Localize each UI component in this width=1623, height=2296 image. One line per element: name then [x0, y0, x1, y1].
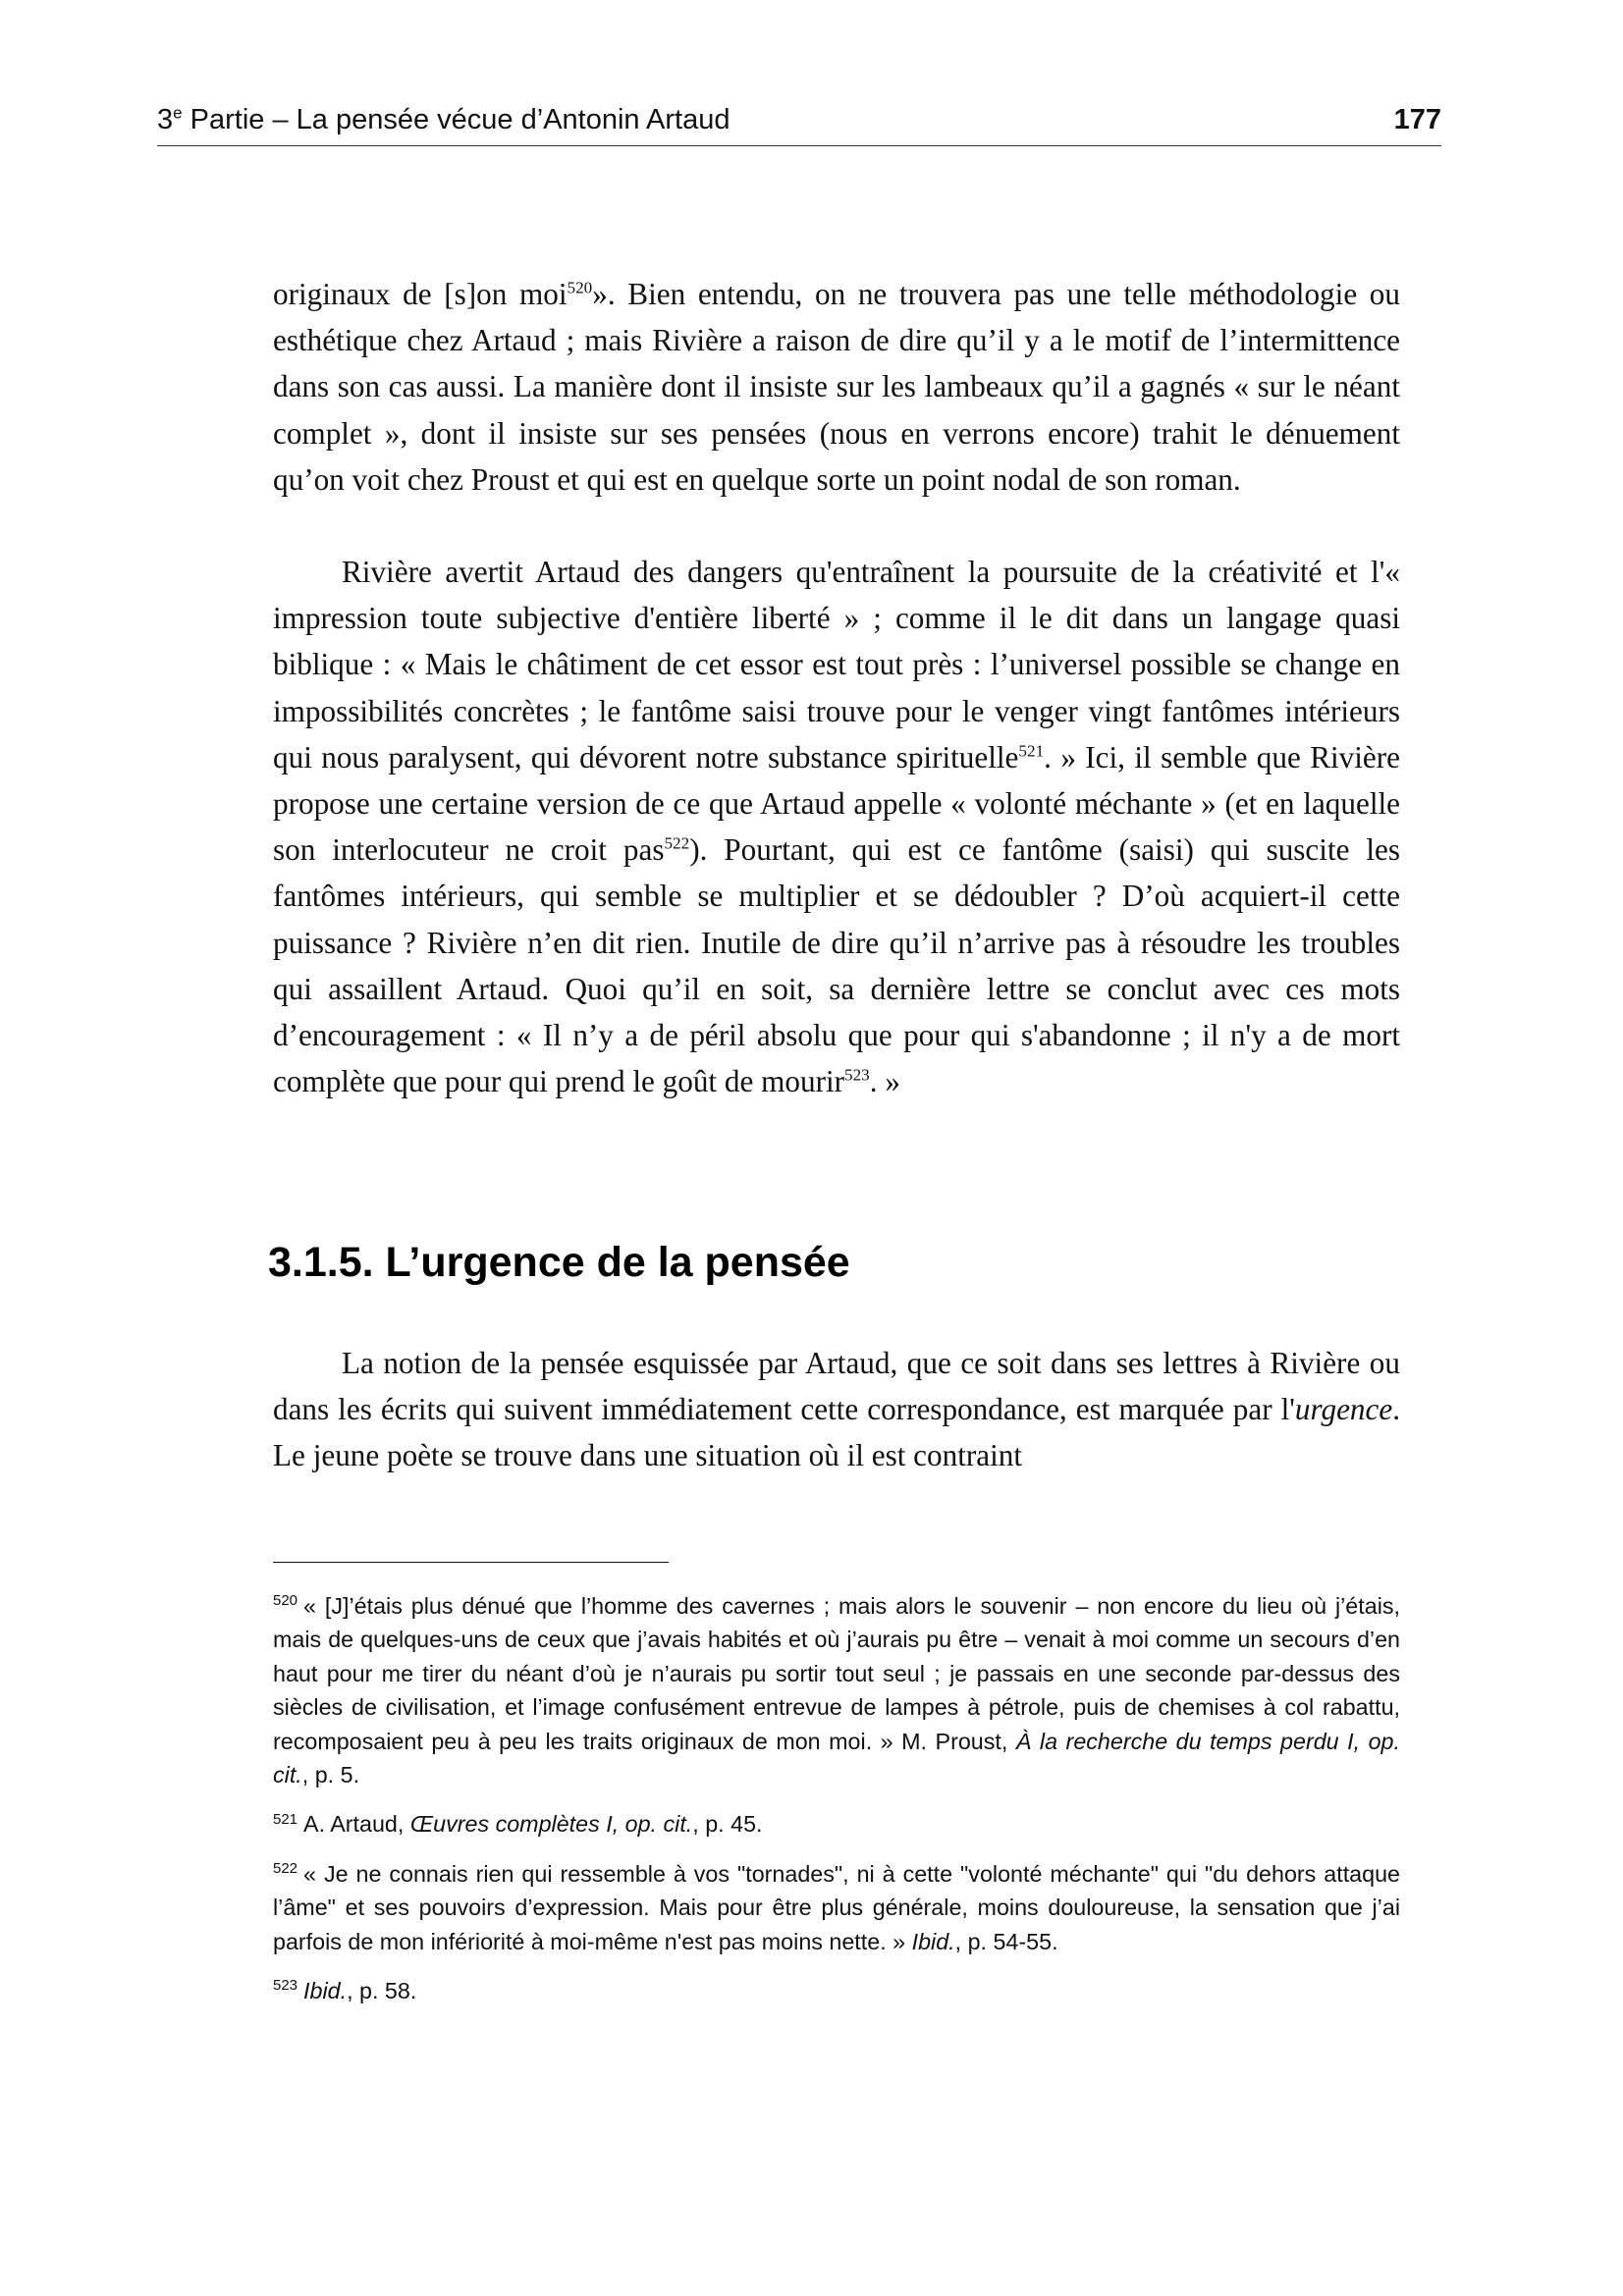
paragraph-text: . » [869, 1064, 900, 1099]
footnote-citation-title: Ibid. [911, 1928, 955, 1954]
footnote-number: 522 [273, 1860, 298, 1878]
page-header [157, 102, 1441, 146]
footnote-ref-523[interactable]: 523 [844, 1065, 870, 1085]
footnote-text: A. Artaud, [303, 1811, 410, 1838]
paragraph-text: Rivière avertit Artaud des dangers qu'entraînent la poursuite de la créativité et l'« impression toute subjective d'entière liberté » ; comme il le dit dans un langage quasi biblique : « Mais le châtiment de cet essor est tout près : l’universel possible se change en impossibilités concrètes ; le fantôme saisi trouve pour le venger vingt fantômes intérieurs qui nous paralysent, qui dévorent notre substance spirituelle [273, 555, 1400, 774]
paragraph-1 [273, 271, 1400, 503]
footnotes [273, 1589, 1400, 2023]
paragraph-text: ». Bien entendu, on ne trouvera pas une telle méthodologie ou esthétique chez Artaud ; mais Rivière a raison de dire qu’il y a le motif de l’intermittence dans son cas aussi. La manière dont il insiste sur les lambeaux qu’il a gagnés « sur le néant complet », dont il insiste sur ses pensées (nous en verrons encore) trahit le dénuement qu’on voit chez Proust et qui est en quelque sorte un point nodal de son roman. [273, 277, 1400, 497]
footnote-page: , p. 5. [301, 1762, 360, 1789]
footnote-522 [273, 1857, 1400, 1958]
footnote-number: 521 [273, 1810, 298, 1828]
page-number: 177 [1393, 104, 1441, 135]
running-title-part-number: 3 [157, 104, 174, 135]
footnote-ref-522[interactable]: 522 [664, 833, 690, 853]
footnote-citation-title: À la recherche du temps perdu I, op. cit. [273, 1728, 1400, 1789]
footnote-page: , p. 58. [347, 1978, 417, 2004]
running-title-text: Partie – La pensée vécue d’Antonin Artaud [182, 104, 730, 135]
footnote-ref-521[interactable]: 521 [1018, 741, 1045, 761]
running-title [157, 102, 730, 137]
footnote-ref-520[interactable]: 520 [567, 278, 593, 297]
footnote-text: « [J]’étais plus dénué que l’homme des cavernes ; mais alors le souvenir – non encore du lieu où j’étais, mais de quelques-uns de ceux que j’avais habités et où j’aurais pu être – venait à moi comme un secours d’en haut pour me tirer du néant d’où je n’aurais pu sortir tout seul ; je passais en une seconde par-dessus des siècles de civilisation, et l’image confusément entrevue de lampes à pétrole, puis de chemises à col rabattu, recomposaient peu à peu les traits originaux de mon moi. » M. Proust, [273, 1593, 1400, 1754]
footnote-separator [273, 1562, 669, 1563]
footnote-523 [273, 1974, 1400, 2007]
footnote-521 [273, 1807, 1400, 1841]
footnote-text: « Je ne connais rien qui ressemble à vos "tornades", ni à cette "volonté méchante" qui "du dehors attaque l’âme" et ses pouvoirs d’expression. Mais pour être plus générale, moins douloureuse, la sensation que j’ai parfois de mon infériorité à moi-même n'est pas moins nette. » [273, 1860, 1400, 1954]
footnote-page: , p. 54-55. [954, 1928, 1058, 1954]
running-title-ordinal: e [173, 103, 183, 123]
footnote-citation-title: Œuvres complètes I, op. cit. [409, 1811, 693, 1838]
paragraph-3 [273, 1340, 1400, 1479]
section-heading: 3.1.5. L’urgence de la pensée [268, 1239, 850, 1286]
footnote-citation-title: Ibid. [303, 1978, 348, 2004]
paragraph-text: ). Pourtant, qui est ce fantôme (saisi) qui suscite les fantômes intérieurs, qui semble se multiplier et se dédoubler ? D’où acquiert-il cette puissance ? Rivière n’en dit rien. Inutile de dire qu’il n’arrive pas à résoudre les troubles qui assaillent Artaud. Quoi qu’il en soit, sa dernière lettre se conclut avec ces mots d’encouragement : « Il n’y a de péril absolu que pour qui s'abandonne ; il n'y a de mort complète que pour qui prend le goût de mourir [273, 832, 1401, 1099]
footnote-number: 520 [273, 1592, 298, 1610]
footnote-520 [273, 1589, 1400, 1791]
paragraph-text: La notion de la pensée esquissée par Artaud, que ce soit dans ses lettres à Rivière ou dans les écrits qui suivent immédiatement cette correspondance, est marquée par l' [273, 1346, 1400, 1427]
footnote-number: 523 [273, 1977, 298, 1995]
paragraph-text: . Le jeune poète se trouve dans une situation où il est contraint [273, 1392, 1400, 1473]
footnote-page: , p. 45. [692, 1811, 763, 1838]
paragraph-2 [273, 549, 1400, 1104]
emphasis-urgence: urgence [1294, 1392, 1393, 1427]
paragraph-text: originaux de [s]on moi [273, 277, 568, 311]
paragraph-text: . » Ici, il semble que Rivière propose une certaine version de ce que Artaud appelle « volonté méchante » (et en laquelle son interlocuteur ne croit pas [273, 739, 1400, 868]
